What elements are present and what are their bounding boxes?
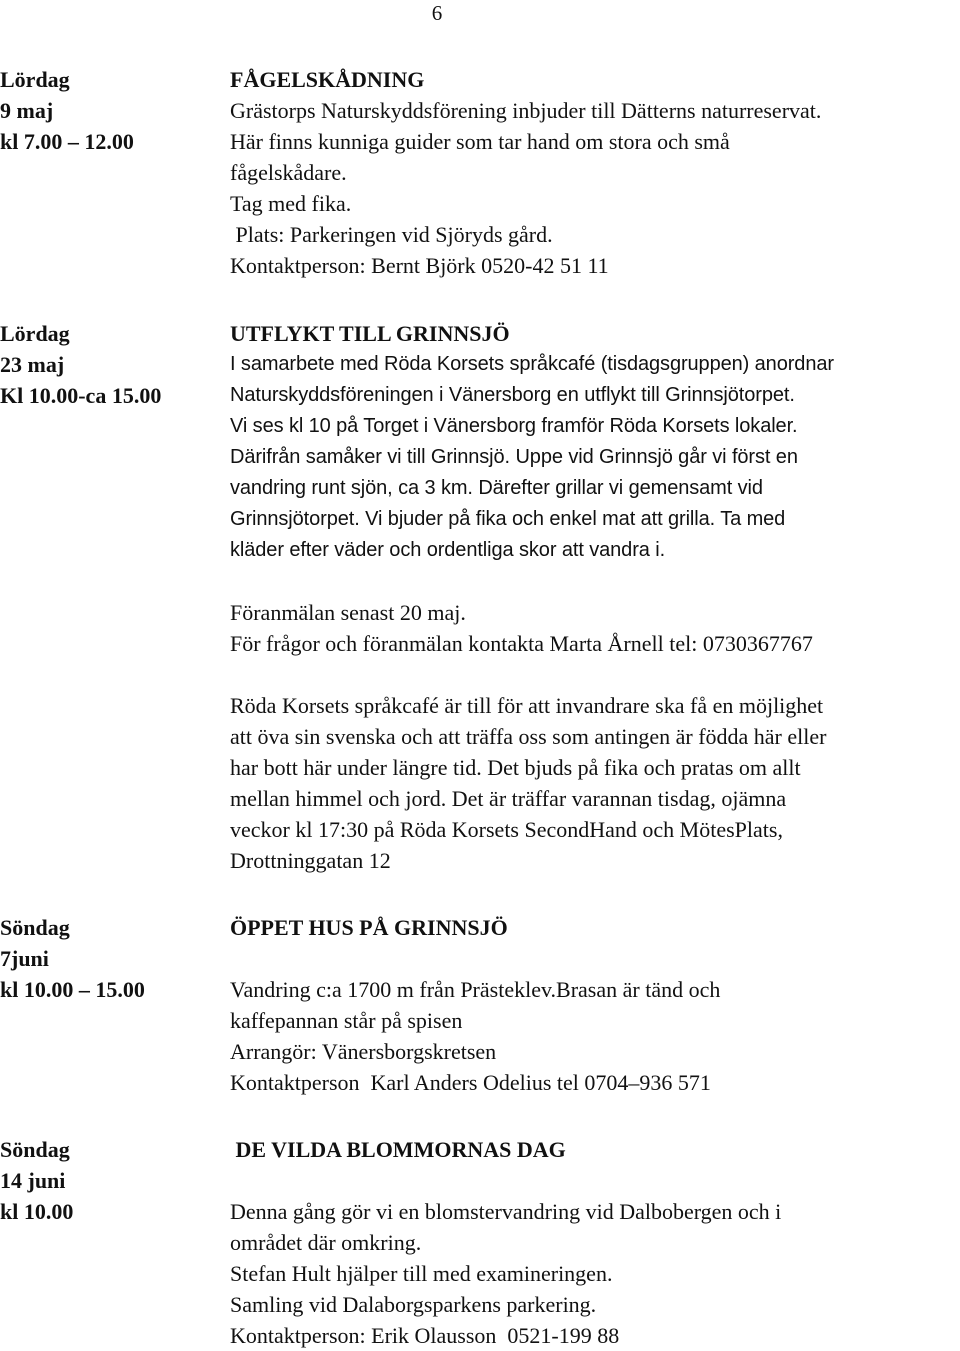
event-line: kaffepannan står på spisen xyxy=(230,1008,463,1033)
event-body xyxy=(230,64,960,281)
event-date xyxy=(0,64,222,157)
event-title: DE VILDA BLOMMORNAS DAG xyxy=(230,1137,566,1162)
event-line: Grinnsjötorpet. Vi bjuder på fika och enkel mat att grilla. Ta med xyxy=(230,508,786,530)
event-line: Arrangör: Vänersborgskretsen xyxy=(230,1039,497,1064)
event-line: Vi ses kl 10 på Torget i Vänersborg framför Röda Korsets lokaler. xyxy=(230,415,798,437)
date-time: kl 10.00 – 15.00 xyxy=(0,977,145,1002)
date-day: Söndag xyxy=(0,1137,70,1162)
event-line: Kontaktperson Karl Anders Odelius tel 0704–936 571 xyxy=(230,1070,711,1095)
page-number: 6 xyxy=(431,1,443,25)
event-title: ÖPPET HUS PÅ GRINNSJÖ xyxy=(230,915,508,940)
event-line: Kontaktperson: Erik Olausson 0521-199 88 xyxy=(230,1323,620,1348)
date-day: Lördag xyxy=(0,67,70,92)
event-line: området där omkring. xyxy=(230,1230,422,1255)
date-day: Söndag xyxy=(0,915,70,940)
event-body xyxy=(230,912,960,1098)
date-date: 7juni xyxy=(0,946,49,971)
event-line: fågelskådare. xyxy=(230,160,347,185)
registration-contact: För frågor och föranmälan kontakta Marta Årnell tel: 0730367767 xyxy=(230,631,813,656)
event-title: UTFLYKT TILL GRINNSJÖ xyxy=(230,321,510,346)
event-line: Här finns kunniga guider som tar hand om stora och små xyxy=(230,129,730,154)
date-date: 9 maj xyxy=(0,98,54,123)
cafe-line: Röda Korsets språkcafé är till för att invandrare ska få en möjlighet xyxy=(230,693,824,718)
event-line: vandring runt sjön, ca 3 km. Därefter grillar vi gemensamt vid xyxy=(230,477,763,499)
event-date xyxy=(0,912,222,1005)
cafe-line: att öva sin svenska och att träffa oss som antingen är födda här eller xyxy=(230,724,827,749)
event-body xyxy=(230,318,960,876)
event-line: Kontaktperson: Bernt Björk 0520-42 51 11 xyxy=(230,253,609,278)
event-line: Vandring c:a 1700 m från Prästeklev.Brasan är tänd och xyxy=(230,977,721,1002)
event-line: Grästorps Naturskyddsförening inbjuder till Dätterns naturreservat. xyxy=(230,98,822,123)
date-date: 14 juni xyxy=(0,1168,66,1193)
event-title: FÅGELSKÅDNING xyxy=(230,67,425,92)
cafe-line: Drottninggatan 12 xyxy=(230,848,391,873)
date-time: kl 7.00 – 12.00 xyxy=(0,129,134,154)
event-line: I samarbete med Röda Korsets språkcafé (tisdagsgruppen) anordnar xyxy=(230,353,834,375)
cafe-line: har bott här under längre tid. Det bjuds på fika och pratas om allt xyxy=(230,755,801,780)
event-line: Stefan Hult hjälper till med examineringen. xyxy=(230,1261,613,1286)
event-line: Tag med fika. xyxy=(230,191,352,216)
cafe-line: veckor kl 17:30 på Röda Korsets SecondHand och MötesPlats, xyxy=(230,817,783,842)
event-line: kläder efter väder och ordentliga skor att vandra i. xyxy=(230,539,666,561)
date-time: kl 10.00 xyxy=(0,1199,74,1224)
event-date xyxy=(0,318,222,411)
event-line: Plats: Parkeringen vid Sjöryds gård. xyxy=(230,222,553,247)
event-line: Därifrån samåker vi till Grinnsjö. Uppe vid Grinnsjö går vi först en xyxy=(230,446,798,468)
event-line: Denna gång gör vi en blomstervandring vid Dalbobergen och i xyxy=(230,1199,782,1224)
event-line: Naturskyddsföreningen i Vänersborg en utflykt till Grinnsjötorpet. xyxy=(230,384,795,406)
cafe-line: mellan himmel och jord. Det är träffar varannan tisdag, ojämna xyxy=(230,786,787,811)
date-date: 23 maj xyxy=(0,352,65,377)
date-time: Kl 10.00-ca 15.00 xyxy=(0,383,162,408)
event-line: Samling vid Dalaborgsparkens parkering. xyxy=(230,1292,597,1317)
date-day: Lördag xyxy=(0,321,70,346)
event-body xyxy=(230,1134,960,1351)
event-date xyxy=(0,1134,222,1227)
registration-deadline: Föranmälan senast 20 maj. xyxy=(230,600,466,625)
